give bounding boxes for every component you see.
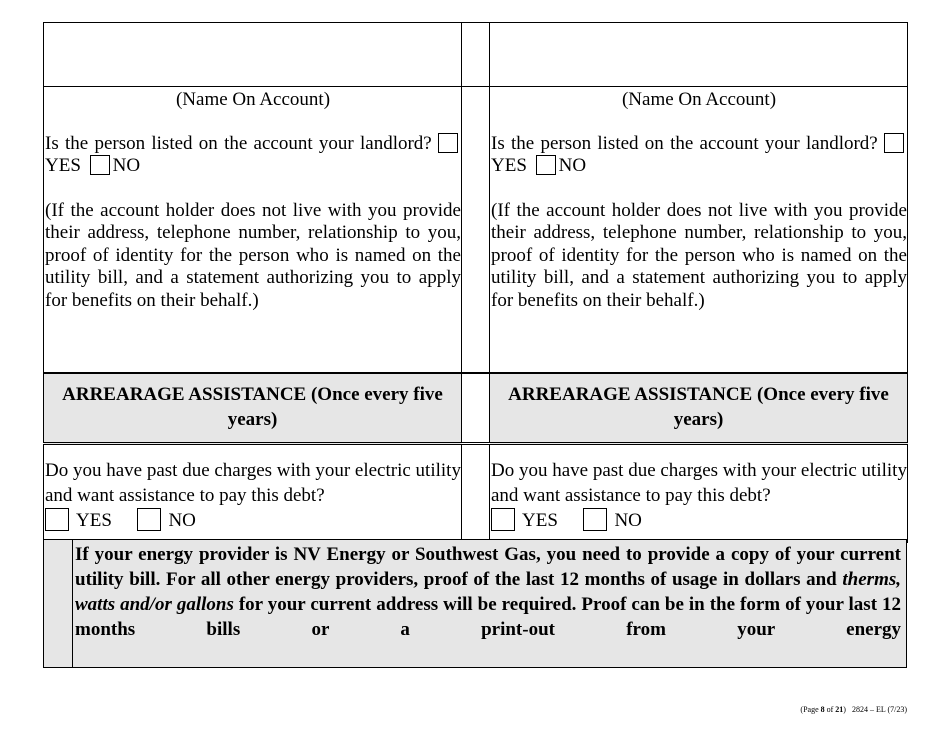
- right-past-due-options: [491, 508, 907, 533]
- left-landlord-question: [45, 133, 461, 178]
- footer-page-of: of: [824, 705, 836, 714]
- left-past-due-no-label: NO: [168, 510, 196, 531]
- left-landlord-no-checkbox[interactable]: [90, 155, 110, 175]
- footer-page-prefix: (Page: [800, 705, 821, 714]
- left-landlord-yes-checkbox[interactable]: [438, 133, 458, 153]
- right-landlord-no-checkbox[interactable]: [536, 155, 556, 175]
- page-footer: [800, 705, 907, 714]
- right-landlord-question-text: Is the person listed on the account your landlord?: [491, 132, 878, 154]
- right-past-due-yes-checkbox[interactable]: [491, 508, 515, 531]
- notice-text-part1: If your energy provider is NV Energy or Southwest Gas, you need to provide a copy of your current utility bill. For all other energy providers, proof of the last 12 months of usage in dollars and: [75, 544, 901, 590]
- right-past-due-cell: [490, 444, 908, 543]
- right-account-name-field[interactable]: [490, 23, 908, 87]
- left-past-due-options: [45, 508, 461, 533]
- right-arrearage-heading: ARREARAGE ASSISTANCE (Once every five years): [508, 384, 889, 430]
- left-account-name-field[interactable]: [44, 23, 462, 87]
- right-past-due-no-label: NO: [614, 510, 642, 531]
- right-account-cell: [490, 87, 908, 374]
- left-arrearage-heading: ARREARAGE ASSISTANCE (Once every five years): [62, 384, 443, 430]
- footer-page-number: 8: [820, 705, 825, 714]
- right-landlord-question: [491, 133, 907, 178]
- left-past-due-question: Do you have past due charges with your electric utility and want assistance to pay this debt?: [45, 460, 461, 506]
- footer-page-total: 21: [835, 705, 844, 714]
- right-landlord-yes-label: YES: [491, 155, 527, 176]
- right-landlord-no-label: NO: [558, 155, 587, 176]
- column-spacer: [462, 23, 490, 87]
- right-past-due-question: Do you have past due charges with your electric utility and want assistance to pay this debt?: [491, 460, 907, 506]
- notice-text: [75, 542, 901, 642]
- utility-account-table: [43, 22, 908, 543]
- left-landlord-question-text: Is the person listed on the account your landlord?: [45, 132, 432, 154]
- right-past-due-no-checkbox[interactable]: [583, 508, 607, 531]
- left-landlord-no-label: NO: [112, 155, 141, 176]
- right-arrearage-heading-cell: [490, 373, 908, 444]
- left-past-due-cell: [44, 444, 462, 543]
- column-spacer: [462, 87, 490, 374]
- right-landlord-yes-checkbox[interactable]: [884, 133, 904, 153]
- proof-of-usage-notice: [43, 539, 907, 668]
- left-arrearage-heading-cell: [44, 373, 462, 444]
- right-past-due-yes-label: YES: [522, 510, 558, 531]
- left-name-on-account-label: (Name On Account): [175, 89, 331, 110]
- left-account-holder-note: (If the account holder does not live with you provide their address, telephone number, relationship to you, proof of identity for the person who is named on the utility bill, and a statement authorizing you to apply for benefits on their behalf.): [45, 199, 461, 311]
- right-name-on-account-label: (Name On Account): [621, 89, 777, 110]
- column-spacer: [462, 373, 490, 444]
- left-landlord-yes-label: YES: [45, 155, 81, 176]
- notice-text-part3: for your current address will be required. Proof can be in the form of your last 12 months bills or a print-out from your energy: [75, 594, 902, 640]
- right-account-holder-note: (If the account holder does not live with you provide their address, telephone number, relationship to you, proof of identity for the person who is named on the utility bill, and a statement authorizing you to apply for benefits on their behalf.): [491, 199, 907, 311]
- left-past-due-yes-label: YES: [76, 510, 112, 531]
- left-account-cell: [44, 87, 462, 374]
- footer-page-suffix: ): [843, 705, 846, 714]
- footer-form-code: 2824 – EL (7/23): [851, 705, 907, 714]
- left-past-due-yes-checkbox[interactable]: [45, 508, 69, 531]
- notice-text-italic: therms, watts and/or gallons: [75, 569, 901, 615]
- left-past-due-no-checkbox[interactable]: [137, 508, 161, 531]
- notice-shade-bar: [44, 540, 73, 667]
- column-spacer: [462, 444, 490, 543]
